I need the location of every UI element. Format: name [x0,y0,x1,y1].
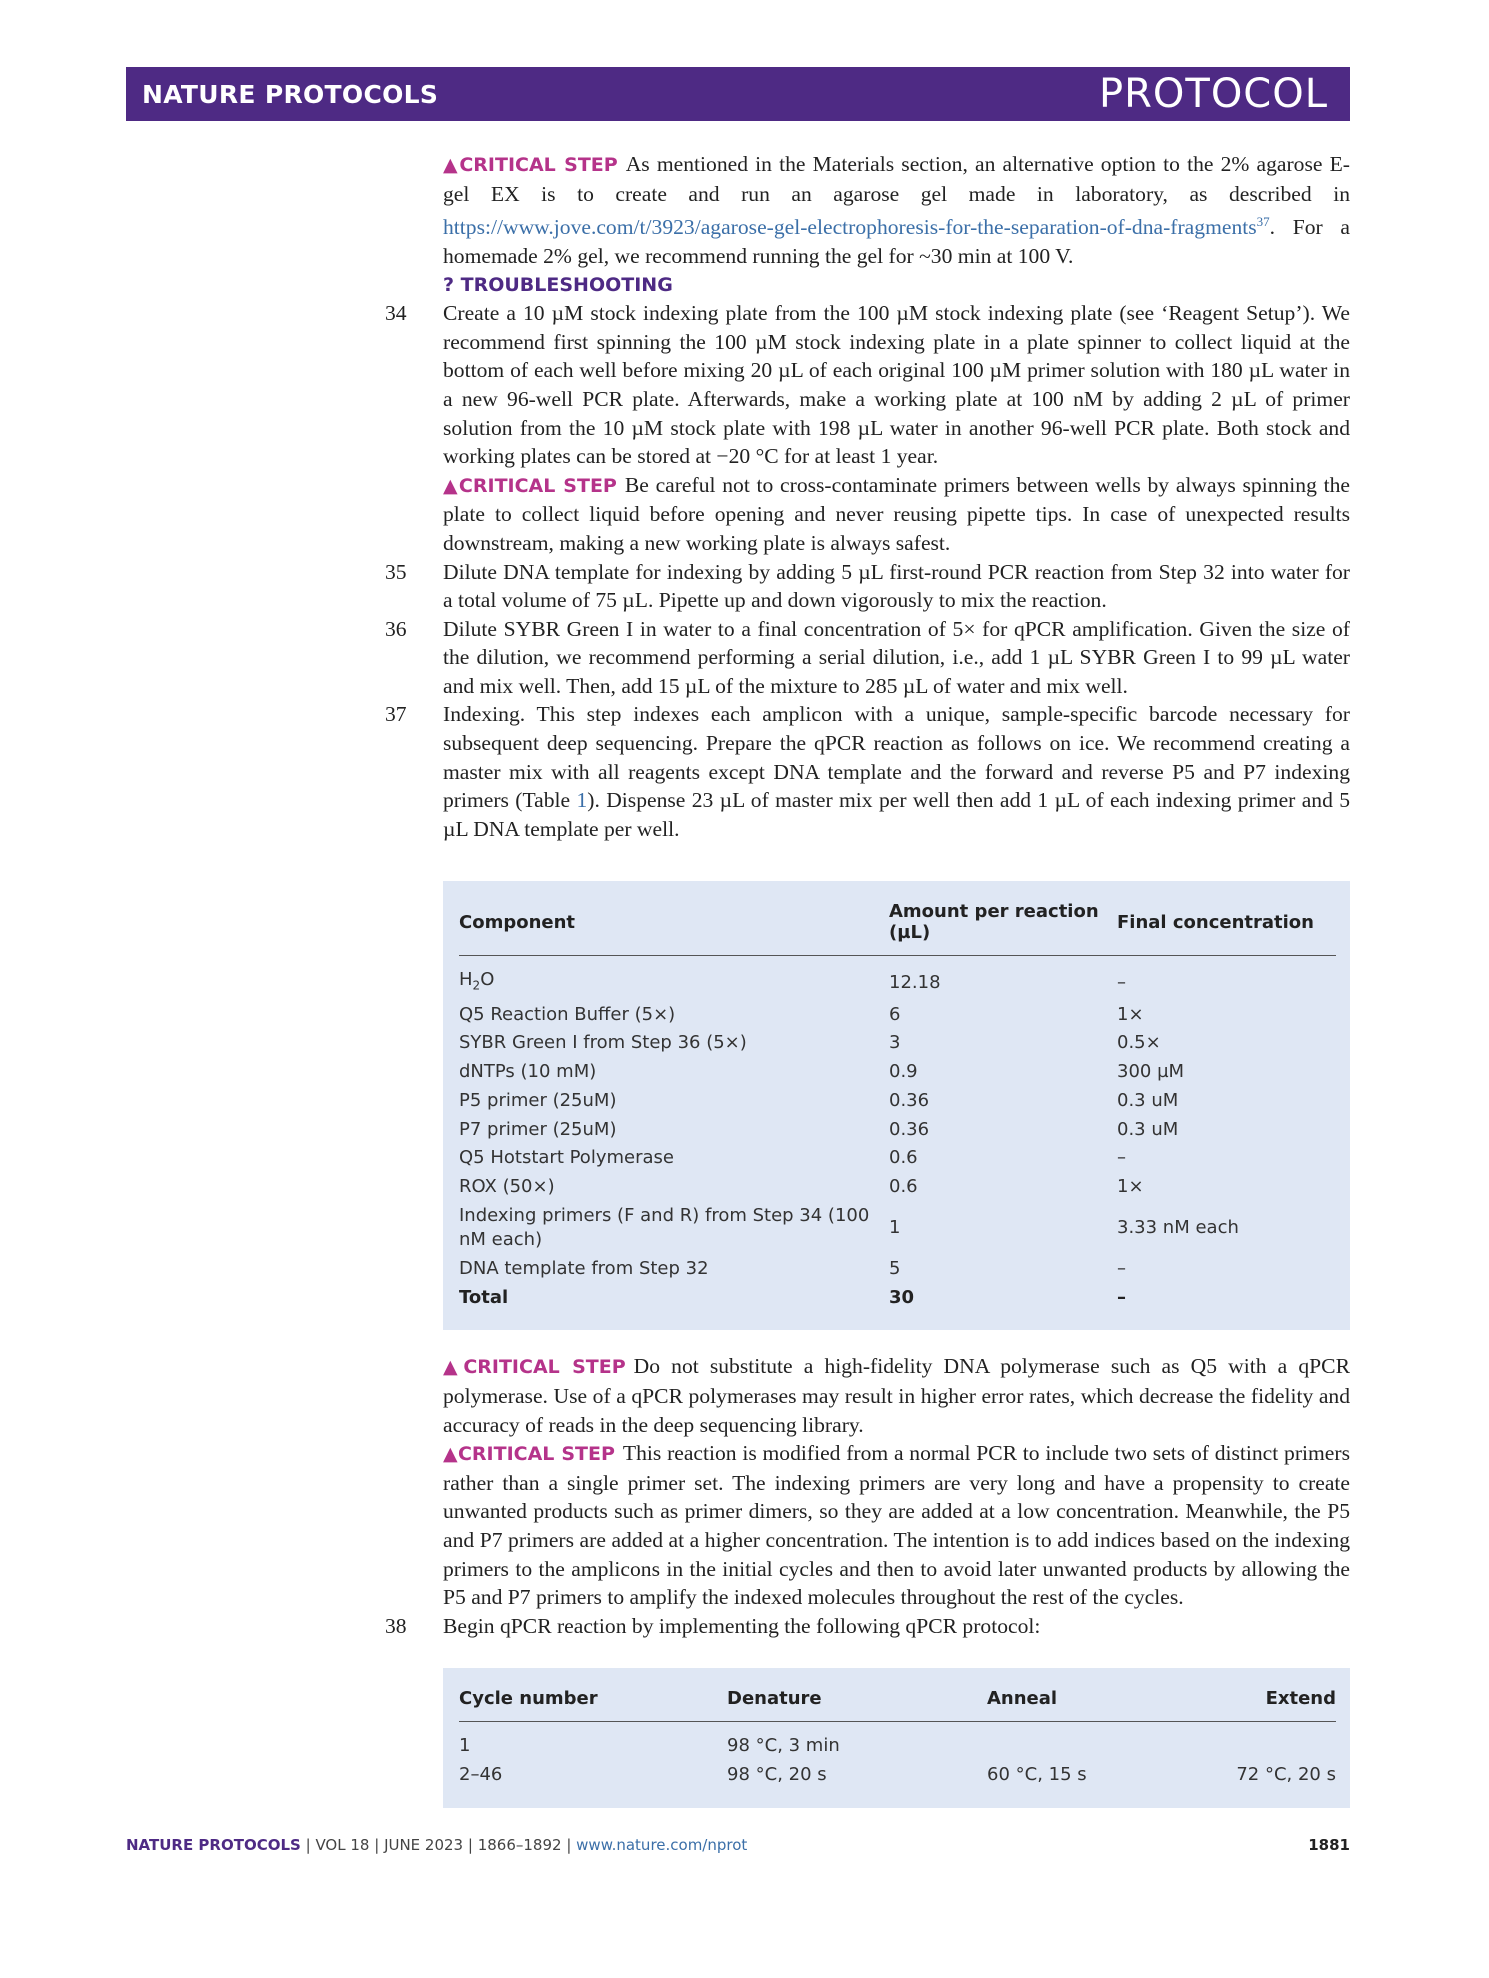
footer-citation: NATURE PROTOCOLS | VOL 18 | JUNE 2023 | 1866–1892 | www.nature.com/nprot [126,1836,748,1854]
step-37 [385,700,1350,843]
concentration-cell: 0.5× [1117,1032,1161,1054]
journal-name: NATURE PROTOCOLS [142,79,439,109]
amount-cell: 0.36 [889,1089,930,1111]
component-cell: $H_2O$ [459,969,495,994]
jove-link[interactable]: https://www.jove.com/t/3923/agarose-gel-electrophoresis-for-the-separation-of-dna-fragments [443,215,1257,240]
step-number: 36 [385,616,407,641]
concentration-cell: – [1117,1147,1126,1169]
component-cell: Q5 Hotstart Polymerase [459,1147,674,1169]
extend-cell [1232,1722,1336,1761]
table-row [459,1722,1336,1761]
step-text: Begin qPCR reaction by implementing the following qPCR protocol: [443,1613,1041,1638]
critical-step-polymerase: ▲CRITICAL STEP Do not substitute a high-fidelity DNA polymerase such as Q5 with a qPCR polymerase. Use of a qPCR polymerases may result in higher error rates, which decrease the fidelity and accuracy of reads in the deep sequencing library. [443,1354,1350,1437]
step-text: Indexing. This step indexes each amplicon with a unique, sample-specific barcode necessary for subsequent deep sequencing. Prepare the qPCR reaction as follows on ice. We recommend creating a master mix with all reagents except DNA template and the forward and reverse P5 and P7 indexing primers (Table 1). Dispense 23 µL of master mix per well then add 1 µL of each indexing primer and 5 µL DNA template per well. [443,702,1351,841]
denature-cell: 98 °C, 20 s [727,1764,827,1786]
ref-37[interactable]: 37 [1256,214,1270,230]
col-denature: Denature [727,1680,987,1722]
table-total-row [459,1284,1336,1313]
step-38 [385,1612,1350,1641]
step-35 [385,558,1350,615]
footer-journal: NATURE PROTOCOLS [126,1836,301,1854]
component-cell: SYBR Green I from Step 36 (5×) [459,1032,747,1054]
footer-pages: 1866–1892 [477,1836,562,1854]
main-content [385,150,1350,1808]
concentration-cell: – [1117,1258,1126,1280]
amount-cell: 0.6 [889,1147,918,1169]
total-amount: 30 [889,1286,915,1308]
troubleshooting-link[interactable]: ? TROUBLESHOOTING [443,273,673,296]
critical-step-primers: ▲CRITICAL STEP Be careful not to cross-contaminate primers between wells by always spinning the plate to collect liquid before opening and never reusing pipette tips. In case of unexpected results downstream, making a new working plate is always safest. [443,472,1350,555]
table-header-row [459,893,1336,956]
component-cell: ROX (50×) [459,1175,555,1197]
cycle-cell: 2–46 [459,1764,503,1786]
table-row [459,1144,1336,1173]
col-anneal: Anneal [987,1680,1232,1722]
table-row [459,1001,1336,1030]
amount-cell: 0.36 [889,1118,930,1140]
table-row [459,956,1336,1001]
journal-header-bar [126,67,1350,121]
table-row [459,1116,1336,1145]
article-type: PROTOCOL [1098,71,1328,117]
col-amount: Amount per reaction (µL) [889,893,1117,956]
table-header-row [459,1680,1336,1722]
concentration-cell: 3.33 nM each [1117,1217,1239,1238]
critical-step-label: ▲CRITICAL STEP [443,474,617,497]
concentration-cell: – [1117,972,1126,994]
amount-cell: 0.9 [889,1061,918,1083]
step-text: Create a 10 µM stock indexing plate from the 100 µM stock indexing plate (see ‘Reagent Setup’). We recommend first spinning the 100 µM stock indexing plate in a plate spinner to collect liquid at the bottom of each well before mixing 20 µL of each original 100 µM primer solution with 180 µL water in a new 96-well PCR plate. Afterwards, make a working plate at 100 nM by adding 2 µL of primer solution from the 10 µM stock plate with 198 µL water in another 96-well PCR plate. Both stock and working plates can be stored at −20 °C for at least 1 year. [443,301,1350,469]
concentration-cell: 1× [1117,1003,1144,1025]
critical-step-label: ▲CRITICAL STEP [443,154,618,176]
component-cell: Q5 Reaction Buffer (5×) [459,1003,676,1025]
amount-cell: 6 [889,1003,901,1025]
col-final-concentration: Final concentration [1117,893,1336,956]
step-text: Dilute SYBR Green I in water to a final concentration of 5× for qPCR amplification. Given the size of the dilution, we recommend performing a serial dilution, i.e., add 1 µL SYBR Green I to 99 µL water and mix well. Then, add 15 µL of the mixture to 285 µL of water and mix well. [443,616,1350,698]
component-cell: P7 primer (25uM) [459,1118,617,1140]
reaction-table [443,881,1350,1330]
step-number: 34 [385,301,407,326]
amount-cell: 5 [889,1258,901,1280]
page-footer [126,1836,1350,1854]
footer-date: JUNE 2023 [384,1836,464,1854]
anneal-cell: 60 °C, 15 s [987,1764,1087,1786]
step-number: 35 [385,559,407,584]
table-row [459,1255,1336,1284]
col-extend: Extend [1232,1680,1336,1722]
total-concentration: – [1117,1286,1126,1308]
amount-cell: 3 [889,1032,901,1054]
component-cell: DNA template from Step 32 [459,1258,709,1280]
component-cell: Indexing primers (F and R) from Step 34 (100 nM each) [459,1204,870,1251]
denature-cell: 98 °C, 3 min [727,1735,840,1757]
concentration-cell: 300 µM [1117,1061,1185,1083]
step-number: 37 [385,702,407,727]
extend-cell: 72 °C, 20 s [1236,1764,1336,1786]
col-cycle-number: Cycle number [459,1680,727,1722]
step-34 [385,299,1350,471]
page-number: 1881 [1308,1836,1350,1854]
critical-step-gel: ▲CRITICAL STEP As mentioned in the Materials section, an alternative option to the 2% agarose E-gel EX is to create and run an agarose gel made in laboratory, as described in https://www.jove.com/t/3923/agarose-gel-electrophoresis-for-the-separation-of-dna-fragments$^{37}$. For a homemade 2% gel, we recommend running the gel for ~30 min at 100 V. [443,152,1350,268]
component-cell: P5 primer (25uM) [459,1089,617,1111]
concentration-cell: 0.3 uM [1117,1118,1179,1140]
step-number: 38 [385,1613,407,1638]
amount-cell: 0.6 [889,1175,918,1197]
col-component: Component [459,893,889,956]
critical-step-label: ▲CRITICAL STEP [443,1443,615,1466]
table-row [459,1202,1336,1255]
footer-volume: VOL 18 [315,1836,370,1854]
table-row [459,1058,1336,1087]
critical-step-indexing: ▲CRITICAL STEP This reaction is modified from a normal PCR to include two sets of distinct primers rather than a single primer set. The indexing primers are very long and have a propensity to create unwanted products such as primer dimers, so they are added at a low concentration. Meanwhile, the P5 and P7 primers are added at a higher concentration. The intention is to add indices based on the indexing primers to the amplicons in the initial cycles and then to avoid later unwanted products by allowing the P5 and P7 primers to amplify the indexed molecules throughout the rest of the cycles. [443,1441,1350,1610]
qpcr-protocol-table [443,1668,1350,1807]
step-36 [385,615,1350,701]
amount-cell: 1 [889,1217,901,1238]
component-cell: dNTPs (10 mM) [459,1061,597,1083]
total-label: Total [459,1286,509,1308]
critical-step-label: ▲CRITICAL STEP [443,1356,626,1379]
table-row [459,1029,1336,1058]
amount-cell: 12.18 [889,972,941,994]
concentration-cell: 1× [1117,1175,1144,1197]
anneal-cell [987,1722,1232,1761]
table-row [459,1087,1336,1116]
footer-url[interactable]: www.nature.com/nprot [576,1836,748,1854]
table-row [459,1761,1336,1790]
cycle-cell: 1 [459,1735,471,1757]
step-text: Dilute DNA template for indexing by adding 5 µL first-round PCR reaction from Step 32 into water for a total volume of 75 µL. Pipette up and down vigorously to mix the reaction. [443,559,1350,613]
table-1-link[interactable]: 1 [576,788,588,813]
table-row [459,1173,1336,1202]
concentration-cell: 0.3 uM [1117,1089,1179,1111]
